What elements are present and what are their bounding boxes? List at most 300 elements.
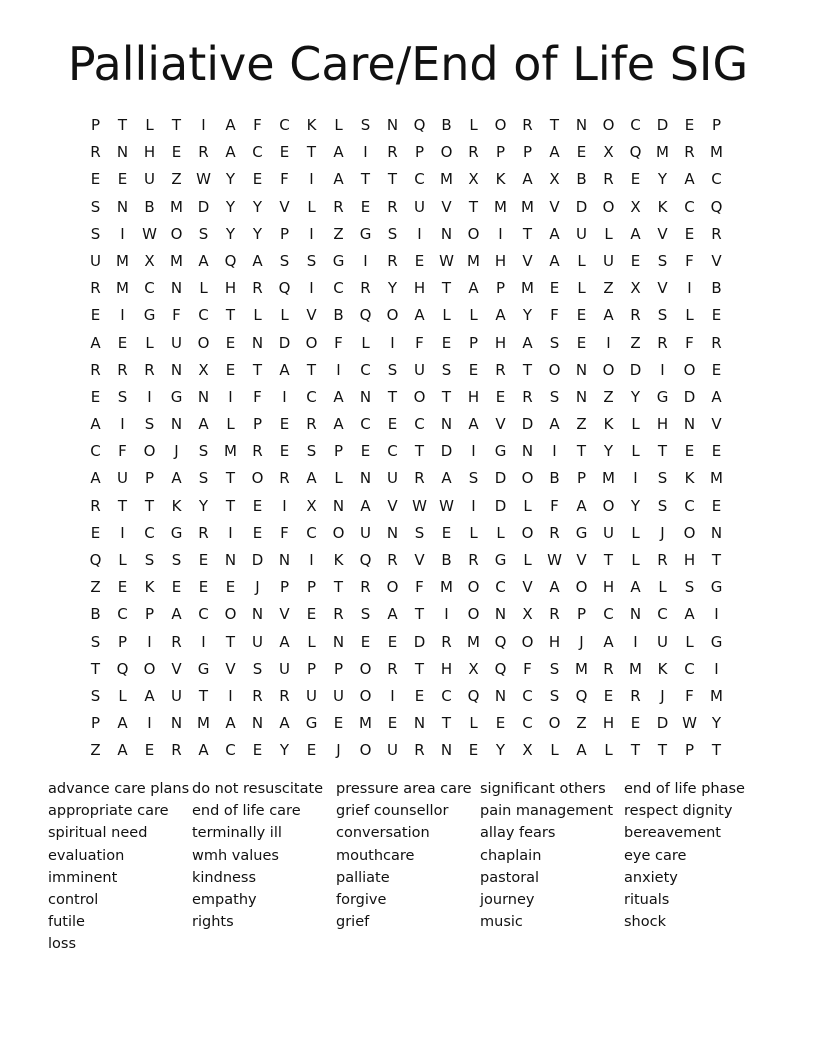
grid-letter: F [118,442,127,461]
grid-letter: M [170,197,183,216]
grid-letter: P [144,605,155,624]
grid-letter: O [548,360,561,379]
grid-letter: I [201,632,206,651]
grid-letter: A [441,469,452,488]
grid-letter: G [710,578,723,597]
grid-letter: N [575,387,588,406]
grid-letter: L [469,714,478,733]
grid-letter: L [145,333,154,352]
grid-letter: T [549,116,560,134]
grid-letter: R [468,551,479,569]
grid-letter: V [522,251,533,270]
grid-letter: L [469,306,478,325]
grid-letter: N [575,116,588,134]
grid-letter: S [360,116,371,134]
grid-letter: U [171,686,182,705]
grid-letter: D [656,116,669,134]
grid-letter: A [198,741,209,760]
grid-letter: E [117,170,128,189]
grid-letter: W [142,224,157,243]
grid-letter: E [252,170,263,189]
word-list-item: palliate [336,869,390,886]
grid-letter: Q [116,659,129,678]
word-list-spacer [624,933,768,955]
grid-letter: K [657,197,668,216]
grid-letter: T [171,116,182,134]
grid-letter: R [90,496,101,515]
grid-letter: N [494,605,507,624]
grid-letter: U [603,523,614,542]
letter-grid [82,112,730,765]
grid-letter: E [684,442,695,461]
grid-letter: O [494,116,507,134]
grid-letter: A [549,143,560,162]
grid-letter: Q [629,143,642,162]
grid-letter: J [255,578,260,597]
grid-letter: D [440,442,453,461]
grid-letter: S [279,251,290,270]
grid-letter: R [90,360,101,379]
grid-letter: L [604,741,613,760]
grid-letter: I [228,523,233,542]
grid-letter: C [198,306,209,325]
grid-letter: E [414,686,425,705]
grid-letter: L [469,116,478,134]
word-list-item: significant others [480,781,606,797]
grid-letter: T [522,224,533,243]
grid-letter: M [656,143,669,162]
grid-letter: I [552,442,557,461]
grid-letter: Y [225,197,236,216]
grid-letter: A [333,387,344,406]
grid-letter: L [577,279,586,298]
grid-letter: L [442,306,451,325]
word-list-item: eye care [624,847,687,864]
grid-letter: Y [279,741,290,760]
grid-letter: E [468,741,479,760]
grid-letter: R [522,387,533,406]
grid-letter: M [521,279,534,298]
grid-letter: R [603,659,614,678]
grid-letter: I [201,116,206,134]
grid-letter: L [631,415,640,434]
word-list-spacer [336,933,480,955]
grid-letter: N [440,415,453,434]
grid-letter: K [333,551,344,569]
grid-letter: S [387,224,398,243]
grid-letter: M [602,469,615,488]
grid-letter: T [603,551,614,569]
word-list-item: evaluation [48,847,125,864]
grid-letter: T [441,279,452,298]
grid-letter: K [684,469,695,488]
grid-letter: F [685,686,694,705]
grid-letter: C [252,143,263,162]
grid-letter: P [576,605,587,624]
grid-letter: T [441,714,452,733]
grid-letter: U [414,197,425,216]
grid-letter: A [711,387,722,406]
grid-letter: R [171,741,182,760]
grid-letter: H [602,714,615,733]
grid-letter: E [117,333,128,352]
grid-letter: P [279,224,290,243]
grid-letter: N [386,116,399,134]
grid-letter: F [550,306,559,325]
page-title: Palliative Care/End of Life SIG [67,37,749,91]
grid-letter: W [439,251,454,270]
grid-letter: A [171,605,182,624]
grid-letter: E [549,279,560,298]
grid-letter: R [549,605,560,624]
grid-letter: N [332,632,345,651]
grid-letter: Z [576,714,587,733]
grid-letter: S [549,686,560,705]
grid-letter: Q [359,306,372,325]
grid-letter: A [90,415,101,434]
grid-letter: I [309,224,314,243]
grid-letter: N [359,387,372,406]
word-list-item: shock [624,914,666,931]
grid-letter: W [682,714,697,733]
grid-letter: V [657,224,668,243]
grid-letter: E [252,496,263,515]
word-list-item: wmh values [192,847,279,864]
grid-letter: C [333,279,344,298]
grid-letter: M [467,632,480,651]
grid-letter: S [657,496,668,515]
grid-letter: N [278,551,291,569]
grid-letter: I [309,279,314,298]
grid-letter: O [467,605,480,624]
grid-letter: T [576,442,587,461]
grid-letter: E [414,251,425,270]
grid-letter: W [412,496,427,515]
grid-letter: L [145,116,154,134]
grid-letter: P [306,659,317,678]
grid-letter: D [494,496,507,515]
grid-letter: Z [333,224,344,243]
grid-letter: V [522,578,533,597]
grid-letter: S [198,224,209,243]
grid-letter: D [413,632,426,651]
grid-letter: A [549,578,560,597]
grid-letter: E [279,143,290,162]
grid-letter: I [714,605,719,624]
grid-letter: U [279,659,290,678]
grid-letter: M [710,143,723,162]
grid-letter: I [120,306,125,325]
grid-letter: R [522,116,533,134]
grid-letter: S [549,659,560,678]
grid-letter: G [575,523,588,542]
grid-letter: P [711,116,722,134]
grid-letter: S [171,551,182,569]
word-list-item: appropriate care [48,803,169,820]
grid-letter: J [174,442,179,461]
grid-letter: X [630,197,641,216]
grid-letter: Y [387,279,398,298]
grid-letter: S [198,469,209,488]
grid-letter: T [387,170,398,189]
grid-letter: R [387,251,398,270]
grid-letter: O [575,578,588,597]
grid-letter: L [496,523,505,542]
grid-letter: M [494,197,507,216]
grid-letter: C [117,605,128,624]
grid-letter: H [548,632,561,651]
grid-letter: R [495,360,506,379]
grid-letter: E [603,686,614,705]
grid-letter: N [413,714,426,733]
grid-letter: E [225,360,236,379]
grid-letter: N [116,197,129,216]
grid-letter: T [657,741,668,760]
grid-letter: N [251,605,264,624]
grid-letter: B [90,605,101,624]
grid-letter: R [171,632,182,651]
grid-letter: C [630,116,641,134]
grid-letter: L [523,496,532,515]
grid-letter: C [198,605,209,624]
grid-letter: U [387,469,398,488]
grid-letter: E [495,387,506,406]
grid-letter: N [170,714,183,733]
grid-letter: T [306,360,317,379]
grid-letter: U [576,224,587,243]
grid-letter: E [279,415,290,434]
grid-letter: O [359,659,372,678]
grid-letter: A [549,415,560,434]
grid-letter: S [144,551,155,569]
grid-letter: Y [603,442,614,461]
word-list-item: bereavement [624,825,721,842]
grid-letter: T [387,387,398,406]
grid-letter: M [575,659,588,678]
word-list-item: grief [336,914,370,931]
grid-letter: X [468,659,479,678]
grid-letter: T [657,442,668,461]
grid-letter: A [495,306,506,325]
grid-letter: T [522,360,533,379]
grid-letter: S [90,686,101,705]
grid-letter: R [252,279,263,298]
grid-letter: S [549,387,560,406]
grid-letter: I [363,251,368,270]
grid-letter: L [118,551,127,569]
grid-letter: S [657,251,668,270]
grid-letter: H [467,387,480,406]
grid-letter: R [387,197,398,216]
grid-letter: R [387,659,398,678]
grid-letter: L [631,442,640,461]
grid-letter: I [660,360,665,379]
word-list-item: allay fears [480,825,556,842]
grid-letter: S [684,578,695,597]
grid-letter: E [171,143,182,162]
grid-letter: I [282,496,287,515]
grid-letter: N [683,415,696,434]
grid-letter: J [660,523,665,542]
grid-letter: O [224,605,237,624]
grid-letter: I [606,333,611,352]
grid-letter: N [629,605,642,624]
grid-letter: N [710,523,723,542]
grid-letter: C [414,170,425,189]
grid-letter: H [143,143,156,162]
grid-letter: Q [413,116,426,134]
grid-letter: B [441,551,452,569]
grid-letter: T [414,605,425,624]
grid-letter: Q [710,197,723,216]
grid-letter: G [494,442,507,461]
grid-letter: N [116,143,129,162]
grid-letter: L [307,197,316,216]
grid-letter: C [90,442,101,461]
grid-letter: H [440,659,453,678]
grid-letter: O [683,360,696,379]
grid-letter: A [549,251,560,270]
grid-letter: M [467,251,480,270]
grid-letter: S [117,387,128,406]
grid-letter: O [602,197,615,216]
grid-letter: A [576,496,587,515]
grid-letter: C [360,415,371,434]
grid-letter: L [604,224,613,243]
grid-letter: W [439,496,454,515]
grid-letter: X [522,741,533,760]
grid-letter: S [657,469,668,488]
grid-letter: E [306,605,317,624]
grid-letter: E [171,578,182,597]
grid-letter: F [334,333,343,352]
grid-letter: R [117,360,128,379]
grid-letter: R [684,143,695,162]
grid-letter: Q [89,551,102,569]
grid-letter: M [440,170,453,189]
grid-letter: A [306,469,317,488]
grid-letter: A [117,714,128,733]
grid-letter: E [333,714,344,733]
grid-letter: E [90,523,101,542]
grid-letter: I [471,442,476,461]
grid-letter: R [468,143,479,162]
grid-letter: O [521,632,534,651]
grid-letter: R [711,333,722,352]
grid-letter: I [687,279,692,298]
grid-letter: K [306,116,317,134]
grid-letter: R [387,551,398,569]
grid-letter: Q [575,686,588,705]
grid-letter: R [279,469,290,488]
grid-letter: N [521,442,534,461]
grid-letter: F [550,496,559,515]
grid-letter: G [143,306,156,325]
grid-letter: E [144,741,155,760]
grid-letter: V [576,551,587,569]
grid-letter: T [252,360,263,379]
grid-letter: V [171,659,182,678]
grid-letter: V [279,197,290,216]
grid-letter: T [144,496,155,515]
grid-letter: L [523,551,532,569]
grid-letter: R [387,143,398,162]
word-list-item: music [480,914,523,931]
grid-letter: O [602,360,615,379]
grid-letter: U [387,741,398,760]
grid-letter: Y [657,170,668,189]
grid-letter: C [387,442,398,461]
grid-letter: B [576,170,587,189]
grid-letter: A [630,578,641,597]
grid-letter: R [711,224,722,243]
grid-letter: A [279,714,290,733]
grid-letter: O [548,714,561,733]
grid-letter: O [143,659,156,678]
grid-letter: C [657,605,668,624]
grid-letter: L [469,523,478,542]
grid-letter: A [225,116,236,134]
word-list-item: anxiety [624,869,678,886]
word-list [48,778,768,956]
grid-letter: L [631,551,640,569]
grid-letter: Z [603,387,614,406]
grid-letter: T [117,116,128,134]
grid-letter: T [630,741,641,760]
grid-letter: I [633,469,638,488]
grid-letter: Z [171,170,182,189]
grid-letter: E [360,197,371,216]
word-list-item: loss [48,936,77,953]
grid-letter: E [576,143,587,162]
grid-letter: V [711,251,722,270]
word-list-spacer [192,933,336,955]
grid-letter: R [90,143,101,162]
grid-letter: F [172,306,181,325]
grid-letter: C [306,387,317,406]
grid-letter: X [306,496,317,515]
grid-letter: N [575,360,588,379]
grid-letter: F [415,578,424,597]
grid-letter: C [144,279,155,298]
grid-letter: B [144,197,155,216]
grid-letter: P [333,442,344,461]
grid-letter: C [495,578,506,597]
grid-letter: T [360,170,371,189]
grid-letter: O [521,469,534,488]
grid-letter: C [414,415,425,434]
grid-letter: C [279,116,290,134]
word-list-item: journey [480,891,535,908]
grid-letter: G [170,387,183,406]
grid-letter: L [361,333,370,352]
grid-letter: D [278,333,291,352]
grid-letter: M [359,714,372,733]
grid-letter: D [629,360,642,379]
grid-letter: A [198,415,209,434]
grid-letter: I [228,686,233,705]
grid-letter: A [333,170,344,189]
grid-letter: K [495,170,506,189]
grid-letter: N [359,469,372,488]
grid-letter: S [144,415,155,434]
grid-letter: Y [225,170,236,189]
grid-letter: P [576,469,587,488]
grid-letter: A [468,415,479,434]
grid-letter: L [550,741,559,760]
grid-letter: E [711,306,722,325]
grid-letter: C [522,686,533,705]
